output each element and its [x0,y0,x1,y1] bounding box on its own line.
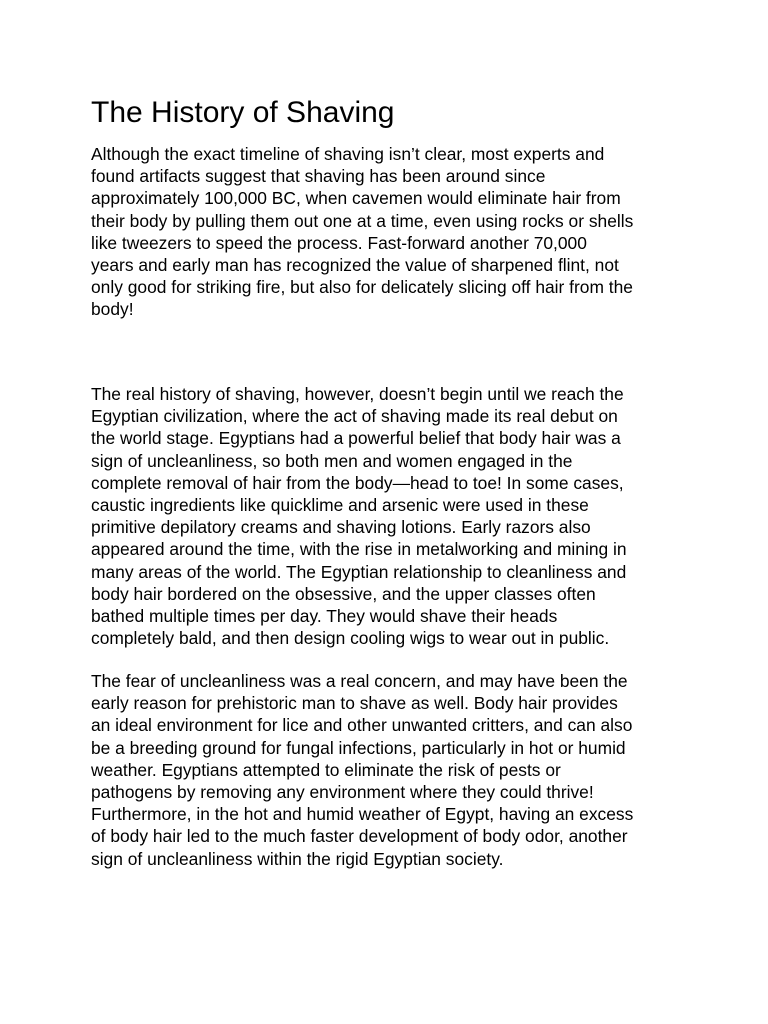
text-line: body hair bordered on the obsessive, and the upper classes often [91,583,596,604]
text-line: completely bald, and then design cooling wigs to wear out in public. [91,628,610,649]
text-line: primitive depilatory creams and shaving lotions. Early razors also [91,517,591,538]
text-line: complete removal of hair from the body—head to toe! In some cases, [91,472,624,493]
text-line: their body by pulling them out one at a time, even using rocks or shells [91,210,634,231]
text-line: The real history of shaving, however, doesn’t begin until we reach the [91,384,624,404]
text-line: bathed multiple times per day. They would shave their heads [91,606,558,627]
text-line: approximately 100,000 BC, when cavemen would eliminate hair from [91,188,621,209]
text-line: sign of uncleanliness, so both men and women engaged in the [91,450,573,471]
text-line: early reason for prehistoric man to shave as well. Body hair provides [91,693,618,714]
paragraph-3 [91,670,633,870]
text-line: an ideal environment for lice and other unwanted critters, and can also [91,715,633,736]
text-line: sign of uncleanliness within the rigid Egyptian society. [91,848,504,869]
text-line: many areas of the world. The Egyptian relationship to cleanliness and [91,561,627,582]
text-line: Although the exact timeline of shaving isn’t clear, most experts and [91,144,605,164]
text-line: like tweezers to speed the process. Fast-forward another 70,000 [91,232,587,253]
text-line: The fear of uncleanliness was a real concern, and may have been the [91,671,628,691]
text-line: be a breeding ground for fungal infections, particularly in hot or humid [91,737,626,758]
paragraph-2 [91,383,627,649]
text-line: Furthermore, in the hot and humid weather of Egypt, having an excess [91,804,634,825]
text-line: weather. Egyptians attempted to eliminate the risk of pests or [91,759,561,780]
text-line: caustic ingredients like quicklime and arsenic were used in these [91,495,589,516]
document-title: The History of Shaving [91,96,395,129]
text-line: appeared around the time, with the rise in metalworking and mining in [91,539,627,560]
text-line: of body hair led to the much faster development of body odor, another [91,826,628,847]
text-line: only good for striking fire, but also for delicately slicing off hair from the [91,277,633,298]
text-line: body! [91,299,134,320]
text-line: found artifacts suggest that shaving has been around since [91,166,546,187]
text-line: the world stage. Egyptians had a powerful belief that body hair was a [91,428,621,449]
text-line: pathogens by removing any environment where they could thrive! [91,782,594,803]
text-line: Egyptian civilization, where the act of shaving made its real debut on [91,406,618,427]
paragraph-1 [91,143,633,321]
text-line: years and early man has recognized the value of sharpened flint, not [91,255,619,276]
